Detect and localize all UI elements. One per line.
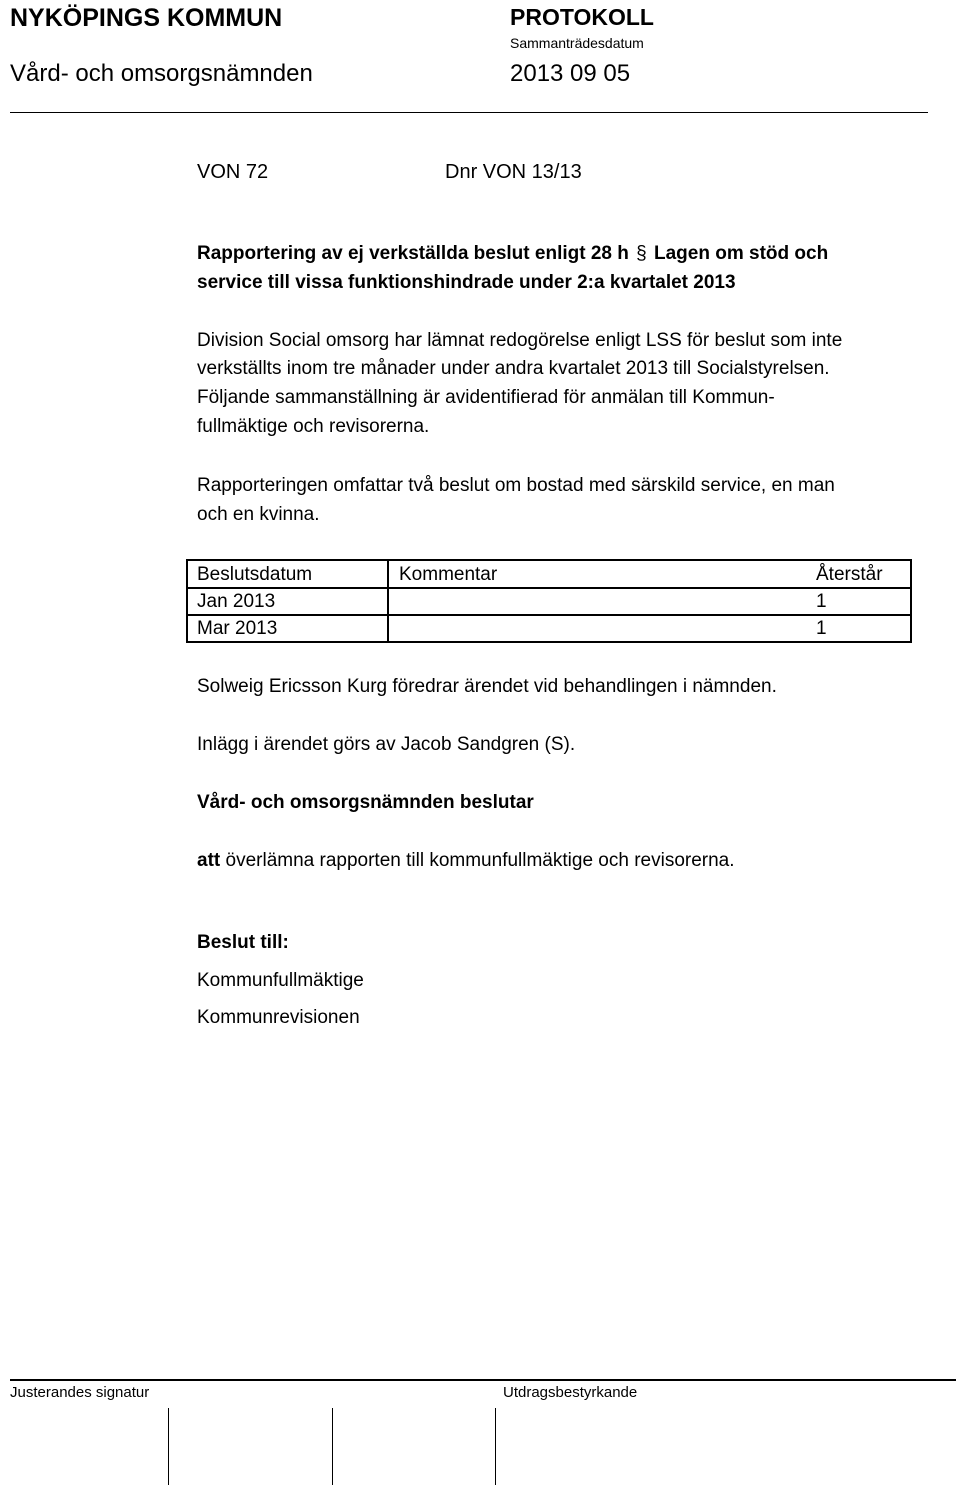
paragraph-1-line: verkställts inom tre månader under andra kvartalet 2013 till Socialstyrelsen. xyxy=(197,358,830,379)
signature-label: Justerandes signatur xyxy=(10,1384,150,1401)
case-number: VON 72 xyxy=(197,161,269,183)
paragraph-1-line: Division Social omsorg har lämnat redogörelse enligt LSS för beslut som inte xyxy=(197,330,843,351)
table-border xyxy=(910,559,912,642)
decision-att: att xyxy=(197,850,221,871)
presenter-note: Solweig Ericsson Kurg föredrar ärendet vid behandlingen i nämnden. xyxy=(197,676,777,697)
title-part-2: Lagen om stöd och xyxy=(654,243,829,264)
extract-label: Utdragsbestyrkande xyxy=(503,1384,638,1401)
distribution-heading: Beslut till: xyxy=(197,932,289,953)
signature-box-divider xyxy=(168,1408,169,1485)
table-border xyxy=(387,559,389,642)
diary-number: Dnr VON 13/13 xyxy=(445,161,582,183)
table-header-cell: Återstår xyxy=(816,564,883,585)
meeting-date: 2013 09 05 xyxy=(510,60,631,87)
table-cell: Mar 2013 xyxy=(197,618,278,639)
date-label: Sammanträdesdatum xyxy=(510,35,644,51)
header-rule xyxy=(10,112,928,113)
table-header-cell: Beslutsdatum xyxy=(197,564,313,585)
signature-box-divider xyxy=(495,1408,496,1485)
signature-box-divider xyxy=(332,1408,333,1485)
input-note: Inlägg i ärendet görs av Jacob Sandgren (S). xyxy=(197,734,576,755)
footer-rule xyxy=(10,1379,956,1381)
case-title-line-2: service till vissa funktionshindrade under 2:a kvartalet 2013 xyxy=(197,272,736,293)
table-border xyxy=(186,559,188,642)
table-cell: 1 xyxy=(816,591,827,612)
paragraph-2-line: och en kvinna. xyxy=(197,504,320,525)
recipient: Kommunfullmäktige xyxy=(197,970,364,991)
table-header-cell: Kommentar xyxy=(399,564,498,585)
paragraph-1-line: Följande sammanställning är avidentifierad för anmälan till Kommun- xyxy=(197,387,775,408)
decision-heading: Vård- och omsorgsnämnden beslutar xyxy=(197,792,534,813)
title-part-1: Rapportering av ej verkställda beslut enligt 28 h xyxy=(197,243,629,264)
table-border xyxy=(186,614,912,616)
recipient: Kommunrevisionen xyxy=(197,1007,360,1028)
decision-body: överlämna rapporten till kommunfullmäktige och revisorerna. xyxy=(220,850,735,871)
section-symbol: § xyxy=(636,243,647,264)
paragraph-1-line: fullmäktige och revisorerna. xyxy=(197,416,430,437)
table-border xyxy=(186,641,912,643)
doc-type: PROTOKOLL xyxy=(510,4,654,30)
decision-text xyxy=(197,847,735,875)
table-cell: 1 xyxy=(816,618,827,639)
table-cell: Jan 2013 xyxy=(197,591,276,612)
org-name: NYKÖPINGS KOMMUN xyxy=(10,4,283,32)
case-title-line-1 xyxy=(197,240,828,268)
paragraph-2-line: Rapporteringen omfattar två beslut om bostad med särskild service, en man xyxy=(197,475,835,496)
committee-name: Vård- och omsorgsnämnden xyxy=(10,60,313,87)
